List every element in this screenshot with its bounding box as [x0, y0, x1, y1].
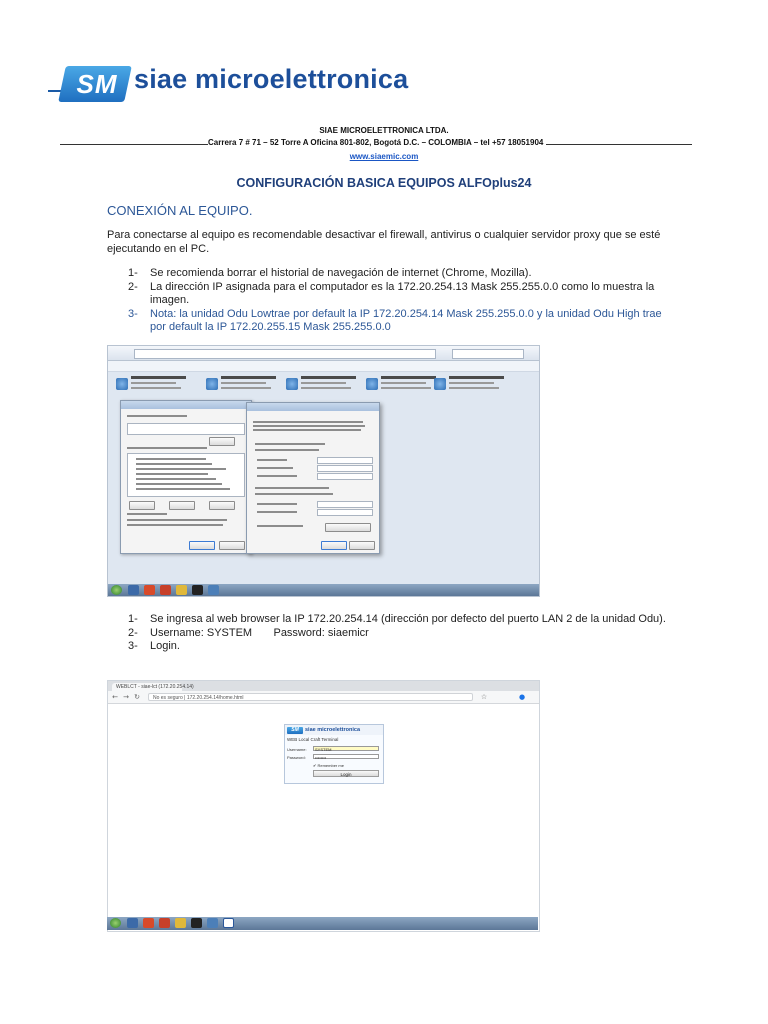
browser-login-screenshot	[107, 680, 540, 932]
username-label: Username:	[287, 747, 307, 752]
network-connection-icon	[366, 376, 436, 396]
windows-start-icon[interactable]	[110, 918, 121, 928]
logo-mark: SM	[76, 69, 118, 99]
windows-start-icon[interactable]	[111, 585, 122, 595]
browser-icon[interactable]	[159, 918, 170, 928]
browser-icon[interactable]	[128, 585, 139, 595]
divider-right	[546, 144, 692, 145]
list-item: 2- La dirección IP asignada para el computador es la 172.20.254.13 Mask 255.255.0.0 como lo muestra la imagen.	[128, 280, 655, 306]
ipv4-properties-dialog	[246, 402, 380, 554]
browser-icon[interactable]	[127, 918, 138, 928]
list-item: 2- Username: SYSTEM Password: siaemicr	[128, 626, 369, 639]
windows-taskbar	[107, 917, 538, 930]
forward-icon[interactable]: →	[123, 693, 129, 701]
profile-icon[interactable]: ●	[518, 693, 526, 701]
browser-tabs	[108, 681, 539, 691]
browser-icon[interactable]	[144, 585, 155, 595]
company-name: SIAE MICROELETTRONICA LTDA.	[319, 126, 449, 135]
terminal-icon[interactable]	[191, 918, 202, 928]
list-item: 1- Se ingresa al web browser la IP 172.20.254.14 (dirección por defecto del puerto LAN 2 de la unidad Odu).	[128, 613, 666, 625]
login-brand: siae microelettronica	[305, 727, 361, 733]
document-title: CONFIGURACIÓN BASICA EQUIPOS ALFOplus24	[236, 176, 532, 190]
document-icon[interactable]	[223, 918, 234, 928]
network-connection-icon	[116, 376, 186, 396]
website-link[interactable]: www.siaemic.com	[349, 152, 419, 161]
password-field[interactable]: ••••••••	[313, 754, 379, 759]
section-heading: CONEXIÓN AL EQUIPO.	[107, 203, 253, 218]
logo-text: siae microelettronica	[134, 64, 409, 94]
weblct-login-form	[284, 724, 384, 784]
browser-tab[interactable]: WEBLCT - siae-lct (172.20.254.14)	[112, 683, 182, 691]
list-item: 3- Login.	[128, 640, 180, 652]
login-button[interactable]: Login	[313, 770, 379, 777]
network-icon[interactable]	[208, 585, 219, 595]
network-config-screenshot	[107, 345, 540, 597]
intro-paragraph: Para conectarse al equipo es recomendable desactivar el firewall, antivirus o cualquier servidor proxy que se esté ejecutando en el PC.	[107, 229, 661, 255]
list-item: 1- Se recomienda borrar el historial de navegación de internet (Chrome, Mozilla).	[128, 267, 532, 279]
folder-icon[interactable]	[176, 585, 187, 595]
explorer-address-bar	[108, 346, 539, 361]
adapter-properties-dialog	[120, 400, 252, 554]
company-address: Carrera 7 # 71 – 52 Torre A Oficina 801-802, Bogotá D.C. – COLOMBIA – tel +57 18051904	[208, 138, 544, 147]
explorer-toolbar	[108, 361, 539, 372]
remember-me-checkbox[interactable]: ✔ Remember me	[313, 763, 344, 768]
star-icon[interactable]: ☆	[480, 693, 488, 701]
browser-nav-bar	[108, 691, 539, 704]
back-icon[interactable]: ←	[112, 693, 118, 701]
password-label: Password:	[287, 755, 306, 760]
terminal-icon[interactable]	[192, 585, 203, 595]
username-field[interactable]: SYSTEM	[313, 746, 379, 751]
browser-icon[interactable]	[143, 918, 154, 928]
steps-list-1	[128, 267, 668, 335]
reload-icon[interactable]: ↻	[134, 693, 140, 701]
windows-taskbar	[108, 584, 539, 596]
network-connection-icon	[434, 376, 504, 396]
network-connection-icon	[206, 376, 276, 396]
folder-icon[interactable]	[175, 918, 186, 928]
siae-logo-icon: SM	[287, 727, 303, 734]
network-icon[interactable]	[207, 918, 218, 928]
url-bar[interactable]: No es seguro | 172.20.254.14/home.html	[148, 693, 473, 701]
steps-list-2	[128, 613, 668, 654]
network-connection-icon	[286, 376, 356, 396]
divider-left	[60, 144, 208, 145]
list-item-note: 3- Nota: la unidad Odu Lowtrae por default la IP 172.20.254.14 Mask 255.255.0.0 y la unidad Odu High trae por default la IP 172.20.255.15 Mask 255.255.0.0	[128, 307, 662, 333]
browser-icon[interactable]	[160, 585, 171, 595]
login-subtitle: WEB Local Craft Terminal	[287, 737, 339, 742]
